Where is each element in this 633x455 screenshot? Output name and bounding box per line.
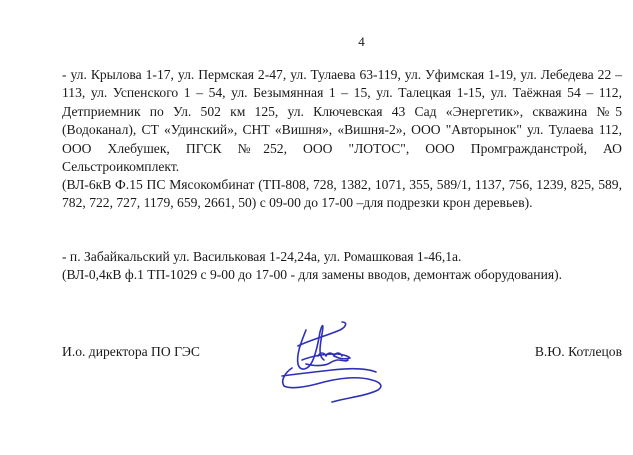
outage-note-1-block [62,176,622,213]
address-list-1: - ул. Крылова 1-17, ул. Пермская 2-47, ул. Тулаева 63-119, ул. Уфимская 1-19, ул. Лебедева 22 – 113, ул. Успенского 1 – 54, ул. Безымянная 1 – 15, ул. Талецкая 1-15, ул. Таёжная 54 – 112, Детприемник по Ул. 502 км 125, ул. Ключевская 43 Сад «Энергетик», скважина №5 (Водоканал), СТ «Удинский», СНТ «Вишня», «Вишня-2», ООО "Авторынок" ул. Тулаева 112, ООО Хлебушек, ПГСК №252, ООО "ЛОТОС", ООО Промгражданстрой, АО Сельстроикомплект. [62,67,622,175]
page-number: 4 [358,34,365,49]
outage-section-2 [62,248,622,285]
signatory-title: И.о. директора ПО ГЭС [62,344,200,359]
address-list-2: - п. Забайкальский ул. Васильковая 1-24,24а, ул. Ромашковая 1-46,1а. [62,249,462,264]
handwritten-signature [262,310,392,415]
outage-section-1 [62,66,622,176]
signatory-name: В.Ю. Котлецов [534,344,622,359]
outage-note-2: (ВЛ-0,4кВ ф.1 ТП-1029 с 9-00 до 17-00 - для замены вводов, демонтаж оборудования). [62,267,563,283]
outage-note-1: (ВЛ-6кВ Ф.15 ПС Мясокомбинат (ТП-808, 728, 1382, 1071, 355, 589/1, 1137, 756, 1239, 825, 589, 782, 722, 727, 1179, 659, 2661, 50) с 09-00 до 17-00 –для подрезки крон деревьев). [62,177,622,211]
